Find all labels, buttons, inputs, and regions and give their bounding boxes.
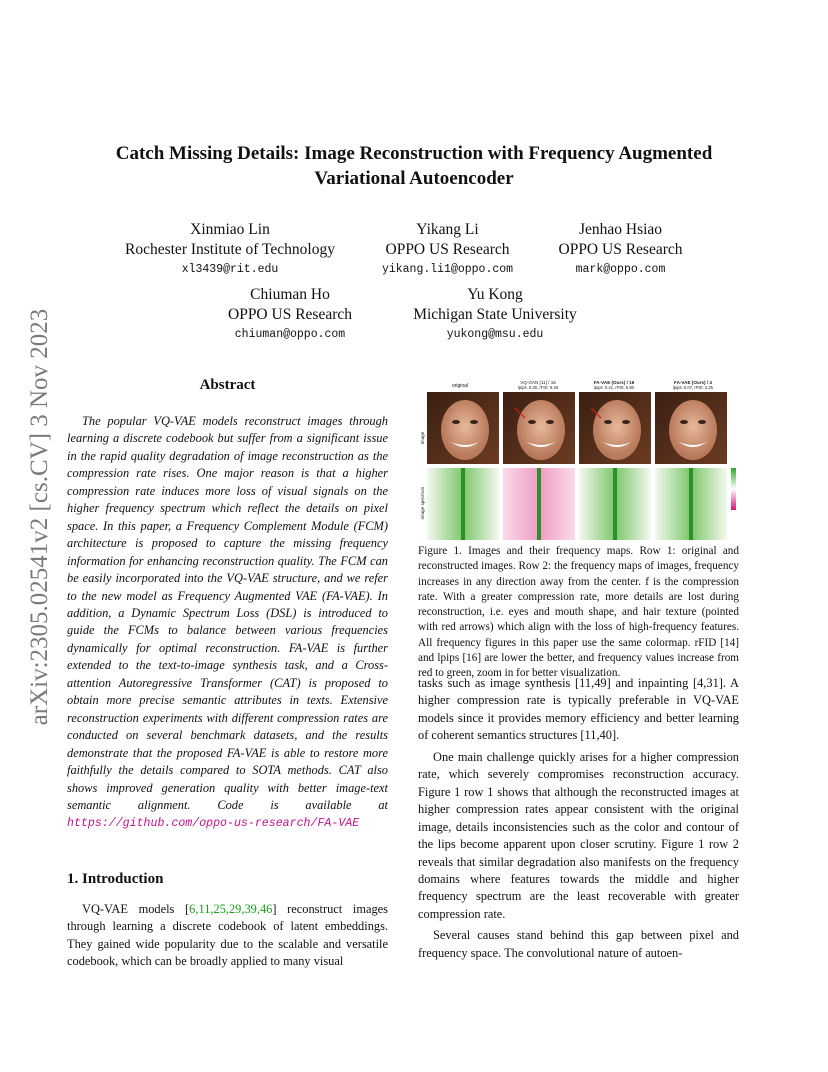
- paragraph-3: Several causes stand behind this gap between pixel and frequency space. The convolutional nature of autoen-: [418, 928, 739, 960]
- col-label-original: original: [451, 383, 469, 389]
- figure-1-graphic: [415, 378, 740, 541]
- spectrum-favae-16: [579, 468, 651, 540]
- paragraph-1: tasks such as image synthesis [11,49] and inpainting [4,31]. A higher compression rate is typically preferable in VQ-VAE models since it provides memory efficiency and better learning of coherent semantics structures [11,40].: [418, 676, 739, 743]
- author-block-3: [548, 220, 693, 281]
- figure-1-caption: Figure 1. Images and their frequency maps. Row 1: original and reconstructed images. Row 2: the frequency maps of images, frequency increases in any direction away from the center. f is the compression rate. With a greater compression rate, more details are lost during reconstruction, i.e. eyes and mouth shape, and hair texture (pointed with red arrows) which align with the loss of high-frequency features. All frequency figures in this paper use the same colormap. rFID [14] and lpips [16] are lower the better, and frequency values increase from red to green, zoom in for better visualization.: [418, 545, 739, 680]
- author-block-2: [365, 220, 530, 281]
- author-name: Chiuman Ho: [250, 286, 330, 303]
- col-label-favae-4: FA-VAE (Ours) / 4: [674, 380, 712, 385]
- paper-title: [60, 141, 768, 191]
- spectrum-favae-4: [655, 468, 727, 540]
- author-affiliation: OPPO US Research: [385, 240, 510, 258]
- author-email: yukong@msu.edu: [446, 328, 544, 341]
- intro-text-cont: ] reconstruct images through learning a discrete codebook of latent embeddings. They gained wide popularity due to the scalable and versatile codebook, which can be broadly applied to many visual: [67, 902, 388, 969]
- face-favae-16: [579, 392, 651, 464]
- abstract-heading: Abstract: [199, 377, 256, 393]
- author-name: Xinmiao Lin: [190, 221, 270, 238]
- author-affiliation: Michigan State University: [413, 305, 577, 323]
- author-affiliation: OPPO US Research: [558, 240, 683, 258]
- introduction-body: [67, 901, 388, 971]
- spectrum-vqgan: [503, 468, 575, 540]
- face-favae-4: [655, 392, 727, 464]
- col-label-vqgan: VQ-GAN [11] / 16: [520, 380, 556, 385]
- intro-text: VQ-VAE models [: [82, 902, 190, 916]
- figure-1: [415, 378, 740, 541]
- title-line-2: Variational Autoencoder: [314, 168, 514, 189]
- author-name: Jenhao Hsiao: [578, 221, 663, 238]
- author-affiliation: OPPO US Research: [228, 305, 352, 323]
- citation-links[interactable]: 6,11,25,29,39,46: [189, 902, 273, 916]
- right-column-body: [418, 675, 739, 966]
- row-label-image: image: [420, 431, 425, 445]
- abstract-body: [67, 413, 388, 833]
- svg-text:lpips: 0.30, rFID: 9.48: lpips: 0.30, rFID: 9.48: [517, 385, 559, 390]
- author-email: chiuman@oppo.com: [234, 328, 346, 341]
- author-block-1: [115, 220, 345, 281]
- title-line-1: Catch Missing Details: Image Reconstruction with Frequency Augmented: [115, 143, 713, 164]
- code-link[interactable]: https://github.com/oppo-us-research/FA-VAE: [67, 817, 360, 831]
- face-vqgan: [503, 392, 575, 464]
- author-email: mark@oppo.com: [575, 263, 666, 276]
- abstract-text: The popular VQ-VAE models reconstruct images through learning a discrete codebook but suffer from a significant issue in the rapid quality degradation of image reconstruction as the compression rate rises. One major reason is that a higher compression rate induces more loss of visual signals on the higher frequency spectrum which reflect the details on pixel space. In this paper, a Frequency Complement Module (FCM) architecture is proposed to capture the missing frequency information for enhancing reconstruction quality. The FCM can be easily incorporated into the VQ-VAE structure, and we refer to the new model as Frequency Augmented VAE (FA-VAE). In addition, a Dynamic Spectrum Loss (DSL) is introduced to guide the FCMs to balance between various frequencies dynamically for optimal reconstruction. FA-VAE is further extended to the text-to-image synthesis task, and a Cross-attention Autoregressive Transformer (CAT) is proposed to obtain more precise semantic attributes in texts. Extensive reconstruction experiments with different compression rates are conducted on several benchmark datasets, and the results demonstrate that the proposed FA-VAE is able to restore more faithfully the details compared to SOTA methods. CAT also shows improved generation quality with better image-text semantic alignment. Code is available at: [67, 414, 388, 812]
- col-label-favae-16: FA-VAE (Ours) / 16: [593, 380, 635, 385]
- author-email: yikang.li1@oppo.com: [381, 263, 514, 276]
- spectrum-original: [427, 468, 499, 540]
- svg-text:lpips: 0.21, rFID: 5.90: lpips: 0.21, rFID: 5.90: [593, 385, 635, 390]
- author-block-5: [400, 285, 590, 346]
- paragraph-2: One main challenge quickly arises for a higher compression rate, which severely compromises reconstruction accuracy. Figure 1 row 1 shows that although the reconstructed images at higher compression rates appear consistent with the original image, details inconsistencies such as the color and contour of the lips become apparent upon closer scrutiny. Figure 1 row 2 reveals that similar degradation also manifests on the frequency domains where features towards the middle and higher frequency spectrum are the least recoverable with greater compression rate.: [418, 749, 739, 921]
- face-original: [427, 392, 499, 464]
- row-label-spectrum: image spectrum: [420, 486, 425, 520]
- colorbar: [731, 468, 736, 510]
- arxiv-identifier: arXiv:2305.02541v2 [cs.CV] 3 Nov 2023: [26, 308, 53, 726]
- author-email: xl3439@rit.edu: [181, 263, 279, 276]
- author-affiliation: Rochester Institute of Technology: [125, 240, 335, 258]
- author-name: Yu Kong: [467, 286, 523, 303]
- author-block-4: [210, 285, 370, 346]
- section-heading-introduction: 1. Introduction: [67, 871, 164, 887]
- author-name: Yikang Li: [416, 221, 479, 238]
- svg-text:lpips: 0.07, rFID: 2.25: lpips: 0.07, rFID: 2.25: [672, 385, 714, 390]
